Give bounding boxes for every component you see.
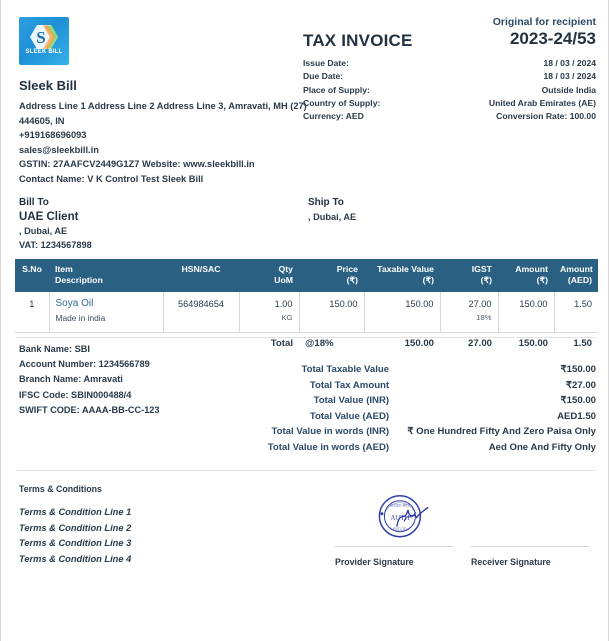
bank-branch-name: Branch Name: Amravati bbox=[19, 374, 123, 385]
totals-label: Total Value (INR) bbox=[313, 395, 390, 407]
meta-value: Conversion Rate: 100.00 bbox=[496, 111, 596, 122]
meta-row bbox=[303, 97, 596, 110]
logo-brand-text: SLEEK BILL bbox=[25, 49, 63, 55]
col-taxable-currency: (₹) bbox=[422, 275, 434, 285]
parties-section bbox=[15, 196, 598, 254]
terms-line: Terms & Condition Line 3 bbox=[19, 538, 132, 549]
supplier-email: sales@sleekbill.in bbox=[19, 144, 99, 155]
svg-text:S: S bbox=[36, 28, 46, 47]
totals-label: Total Value (AED) bbox=[309, 410, 390, 422]
col-item bbox=[49, 259, 163, 292]
bank-name: Bank Name: SBI bbox=[19, 344, 90, 354]
meta-row bbox=[303, 70, 596, 83]
col-amount-aed bbox=[554, 259, 598, 292]
terms-line: Terms & Condition Line 2 bbox=[19, 522, 132, 533]
logo-hexagon-icon bbox=[28, 24, 60, 50]
col-qty-label: Qty bbox=[278, 264, 293, 274]
supplier-contact-name: Contact Name: V K Control Test Sleek Bill bbox=[19, 173, 204, 184]
total-tax-rate: @18% bbox=[305, 338, 334, 349]
col-price-currency: (₹) bbox=[346, 275, 358, 285]
receiver-signature-block bbox=[471, 546, 591, 567]
signature-section bbox=[325, 484, 595, 567]
terms-line: Terms & Condition Line 4 bbox=[19, 553, 132, 564]
col-igst-currency: (₹) bbox=[480, 275, 492, 285]
col-price bbox=[299, 259, 364, 292]
terms-line: Terms & Condition Line 1 bbox=[19, 507, 132, 517]
totals-label: Total Tax Amount bbox=[309, 379, 390, 391]
totals-value: AED1.50 bbox=[557, 410, 596, 422]
bill-to-block bbox=[19, 196, 92, 252]
col-igst bbox=[440, 259, 498, 292]
col-amount-inr-currency: (₹) bbox=[536, 275, 548, 285]
cell-qty bbox=[239, 292, 299, 333]
supplier-details bbox=[19, 99, 309, 187]
totals-row bbox=[165, 378, 596, 394]
col-sno-label: S.No bbox=[22, 264, 42, 274]
col-description-label: Description bbox=[55, 275, 103, 285]
col-qty bbox=[239, 259, 299, 292]
igst-value: 27.00 bbox=[468, 299, 492, 309]
bank-divider bbox=[17, 337, 596, 338]
totals-row bbox=[165, 362, 596, 378]
supplier-phone: +919168696093 bbox=[19, 130, 87, 141]
meta-row bbox=[303, 110, 596, 123]
col-hsn-label: HSN/SAC bbox=[181, 264, 221, 274]
total-igst: 27.00 bbox=[467, 338, 492, 349]
receiver-signature-line bbox=[471, 546, 589, 547]
col-uom-label: UoM bbox=[274, 275, 293, 285]
totals-label: Total Taxable Value bbox=[301, 364, 390, 375]
company-stamp-icon bbox=[372, 484, 434, 546]
meta-value: 18 / 03 / 2024 bbox=[543, 71, 596, 82]
svg-text:PVT LTD: PVT LTD bbox=[393, 526, 407, 531]
totals-value: ₹150.00 bbox=[560, 395, 596, 407]
meta-value: Outside India bbox=[541, 84, 596, 95]
bank-ifsc-code: IFSC Code: SBIN000488/4 bbox=[19, 389, 132, 400]
ship-to-block bbox=[308, 196, 356, 224]
col-item-label: Item bbox=[55, 264, 73, 274]
qty-value: 1.00 bbox=[274, 299, 293, 309]
terms-title: Terms & Conditions bbox=[19, 484, 102, 494]
svg-text:SLEEK BILL: SLEEK BILL bbox=[389, 503, 411, 508]
items-table bbox=[15, 259, 598, 354]
col-amount-inr bbox=[498, 259, 554, 292]
invoice-header bbox=[15, 0, 598, 190]
provider-signature-label: Provider Signature bbox=[335, 557, 414, 567]
totals-summary bbox=[165, 362, 596, 456]
total-taxable-value: 150.00 bbox=[404, 338, 434, 349]
svg-text:AUTH: AUTH bbox=[390, 514, 410, 522]
supplier-gstin-website: GSTIN: 27AAFCV2449G1Z7 Website: www.sleekbill.in bbox=[19, 159, 255, 170]
col-taxable-label: Taxable Value bbox=[377, 264, 434, 274]
total-spacer-hsn bbox=[163, 333, 239, 355]
item-name: Soya Oil bbox=[55, 298, 94, 309]
ship-to-address: , Dubai, AE bbox=[308, 212, 357, 222]
totals-value: ₹ One Hundred Fifty And Zero Paisa Only bbox=[407, 426, 596, 438]
cell-igst bbox=[440, 292, 498, 333]
meta-row bbox=[303, 57, 596, 70]
terms-divider bbox=[17, 470, 596, 471]
totals-row bbox=[165, 424, 596, 440]
cell-sno: 1 bbox=[15, 292, 49, 333]
supplier-address: Address Line 1 Address Line 2 Address Line 3, Amravati, MH (27) 444605, IN bbox=[19, 101, 307, 126]
col-sno bbox=[15, 259, 49, 292]
items-table-header-row bbox=[15, 259, 598, 292]
provider-signature-line bbox=[335, 546, 453, 547]
bill-to-label: Bill To bbox=[19, 197, 49, 208]
igst-rate: 18% bbox=[476, 313, 492, 322]
meta-value: 18 / 03 / 2024 bbox=[543, 58, 596, 68]
meta-key: Country of Supply: bbox=[303, 97, 381, 108]
receiver-signature-label: Receiver Signature bbox=[471, 557, 551, 567]
totals-value: ₹27.00 bbox=[565, 379, 596, 391]
total-amount-inr: 150.00 bbox=[518, 338, 548, 349]
meta-value: United Arab Emirates (AE) bbox=[488, 97, 596, 108]
col-igst-label: IGST bbox=[471, 264, 492, 274]
item-description: Made in india bbox=[55, 313, 106, 323]
cell-amount-aed: 1.50 bbox=[554, 292, 598, 333]
totals-row bbox=[165, 393, 596, 409]
totals-row bbox=[165, 440, 596, 456]
meta-key: Currency: AED bbox=[303, 111, 364, 122]
bank-swift-code: SWIFT CODE: AAAA-BB-CC-123 bbox=[19, 404, 160, 415]
bank-details bbox=[19, 342, 160, 418]
total-amount-aed: 1.50 bbox=[573, 338, 592, 349]
copy-type-label: Original for recipient bbox=[492, 16, 596, 28]
col-price-label: Price bbox=[336, 264, 358, 274]
meta-key: Place of Supply: bbox=[303, 84, 370, 95]
col-amount-aed-label: Amount bbox=[560, 264, 593, 274]
totals-label: Total Value in words (INR) bbox=[271, 426, 390, 438]
bill-to-name: UAE Client bbox=[19, 211, 79, 223]
table-row bbox=[15, 292, 598, 333]
invoice-meta bbox=[303, 57, 596, 123]
uom-value: KG bbox=[281, 313, 293, 322]
totals-row bbox=[165, 409, 596, 425]
bank-account-number: Account Number: 1234566789 bbox=[19, 359, 150, 370]
invoice-number: 2023-24/53 bbox=[509, 29, 596, 48]
cell-taxable-value: 150.00 bbox=[364, 292, 440, 333]
meta-key: Due Date: bbox=[303, 71, 344, 82]
col-hsn bbox=[163, 259, 239, 292]
provider-signature-block bbox=[335, 546, 455, 567]
invoice-inner bbox=[15, 0, 598, 641]
supplier-name: Sleek Bill bbox=[19, 78, 77, 93]
meta-row bbox=[303, 84, 596, 97]
col-amount-inr-label: Amount bbox=[515, 264, 548, 274]
cell-amount-inr: 150.00 bbox=[498, 292, 554, 333]
col-amount-aed-currency: (AED) bbox=[567, 275, 592, 285]
totals-value: ₹150.00 bbox=[560, 364, 596, 375]
bill-to-address: , Dubai, AE bbox=[19, 226, 68, 236]
totals-value: Aed One And Fifty Only bbox=[488, 441, 596, 453]
sleek-bill-logo bbox=[19, 17, 69, 65]
meta-key: Issue Date: bbox=[303, 58, 349, 68]
totals-label: Total Value in words (AED) bbox=[267, 441, 390, 453]
total-label: Total bbox=[270, 338, 293, 349]
terms-section bbox=[19, 484, 131, 567]
cell-item bbox=[49, 292, 163, 333]
cell-price: 150.00 bbox=[299, 292, 364, 333]
cell-hsn: 564984654 bbox=[163, 292, 239, 333]
bill-to-vat: VAT: 1234567898 bbox=[19, 240, 92, 250]
ship-to-label: Ship To bbox=[308, 197, 344, 208]
document-title: TAX INVOICE bbox=[303, 31, 413, 50]
col-taxable-value bbox=[364, 259, 440, 292]
